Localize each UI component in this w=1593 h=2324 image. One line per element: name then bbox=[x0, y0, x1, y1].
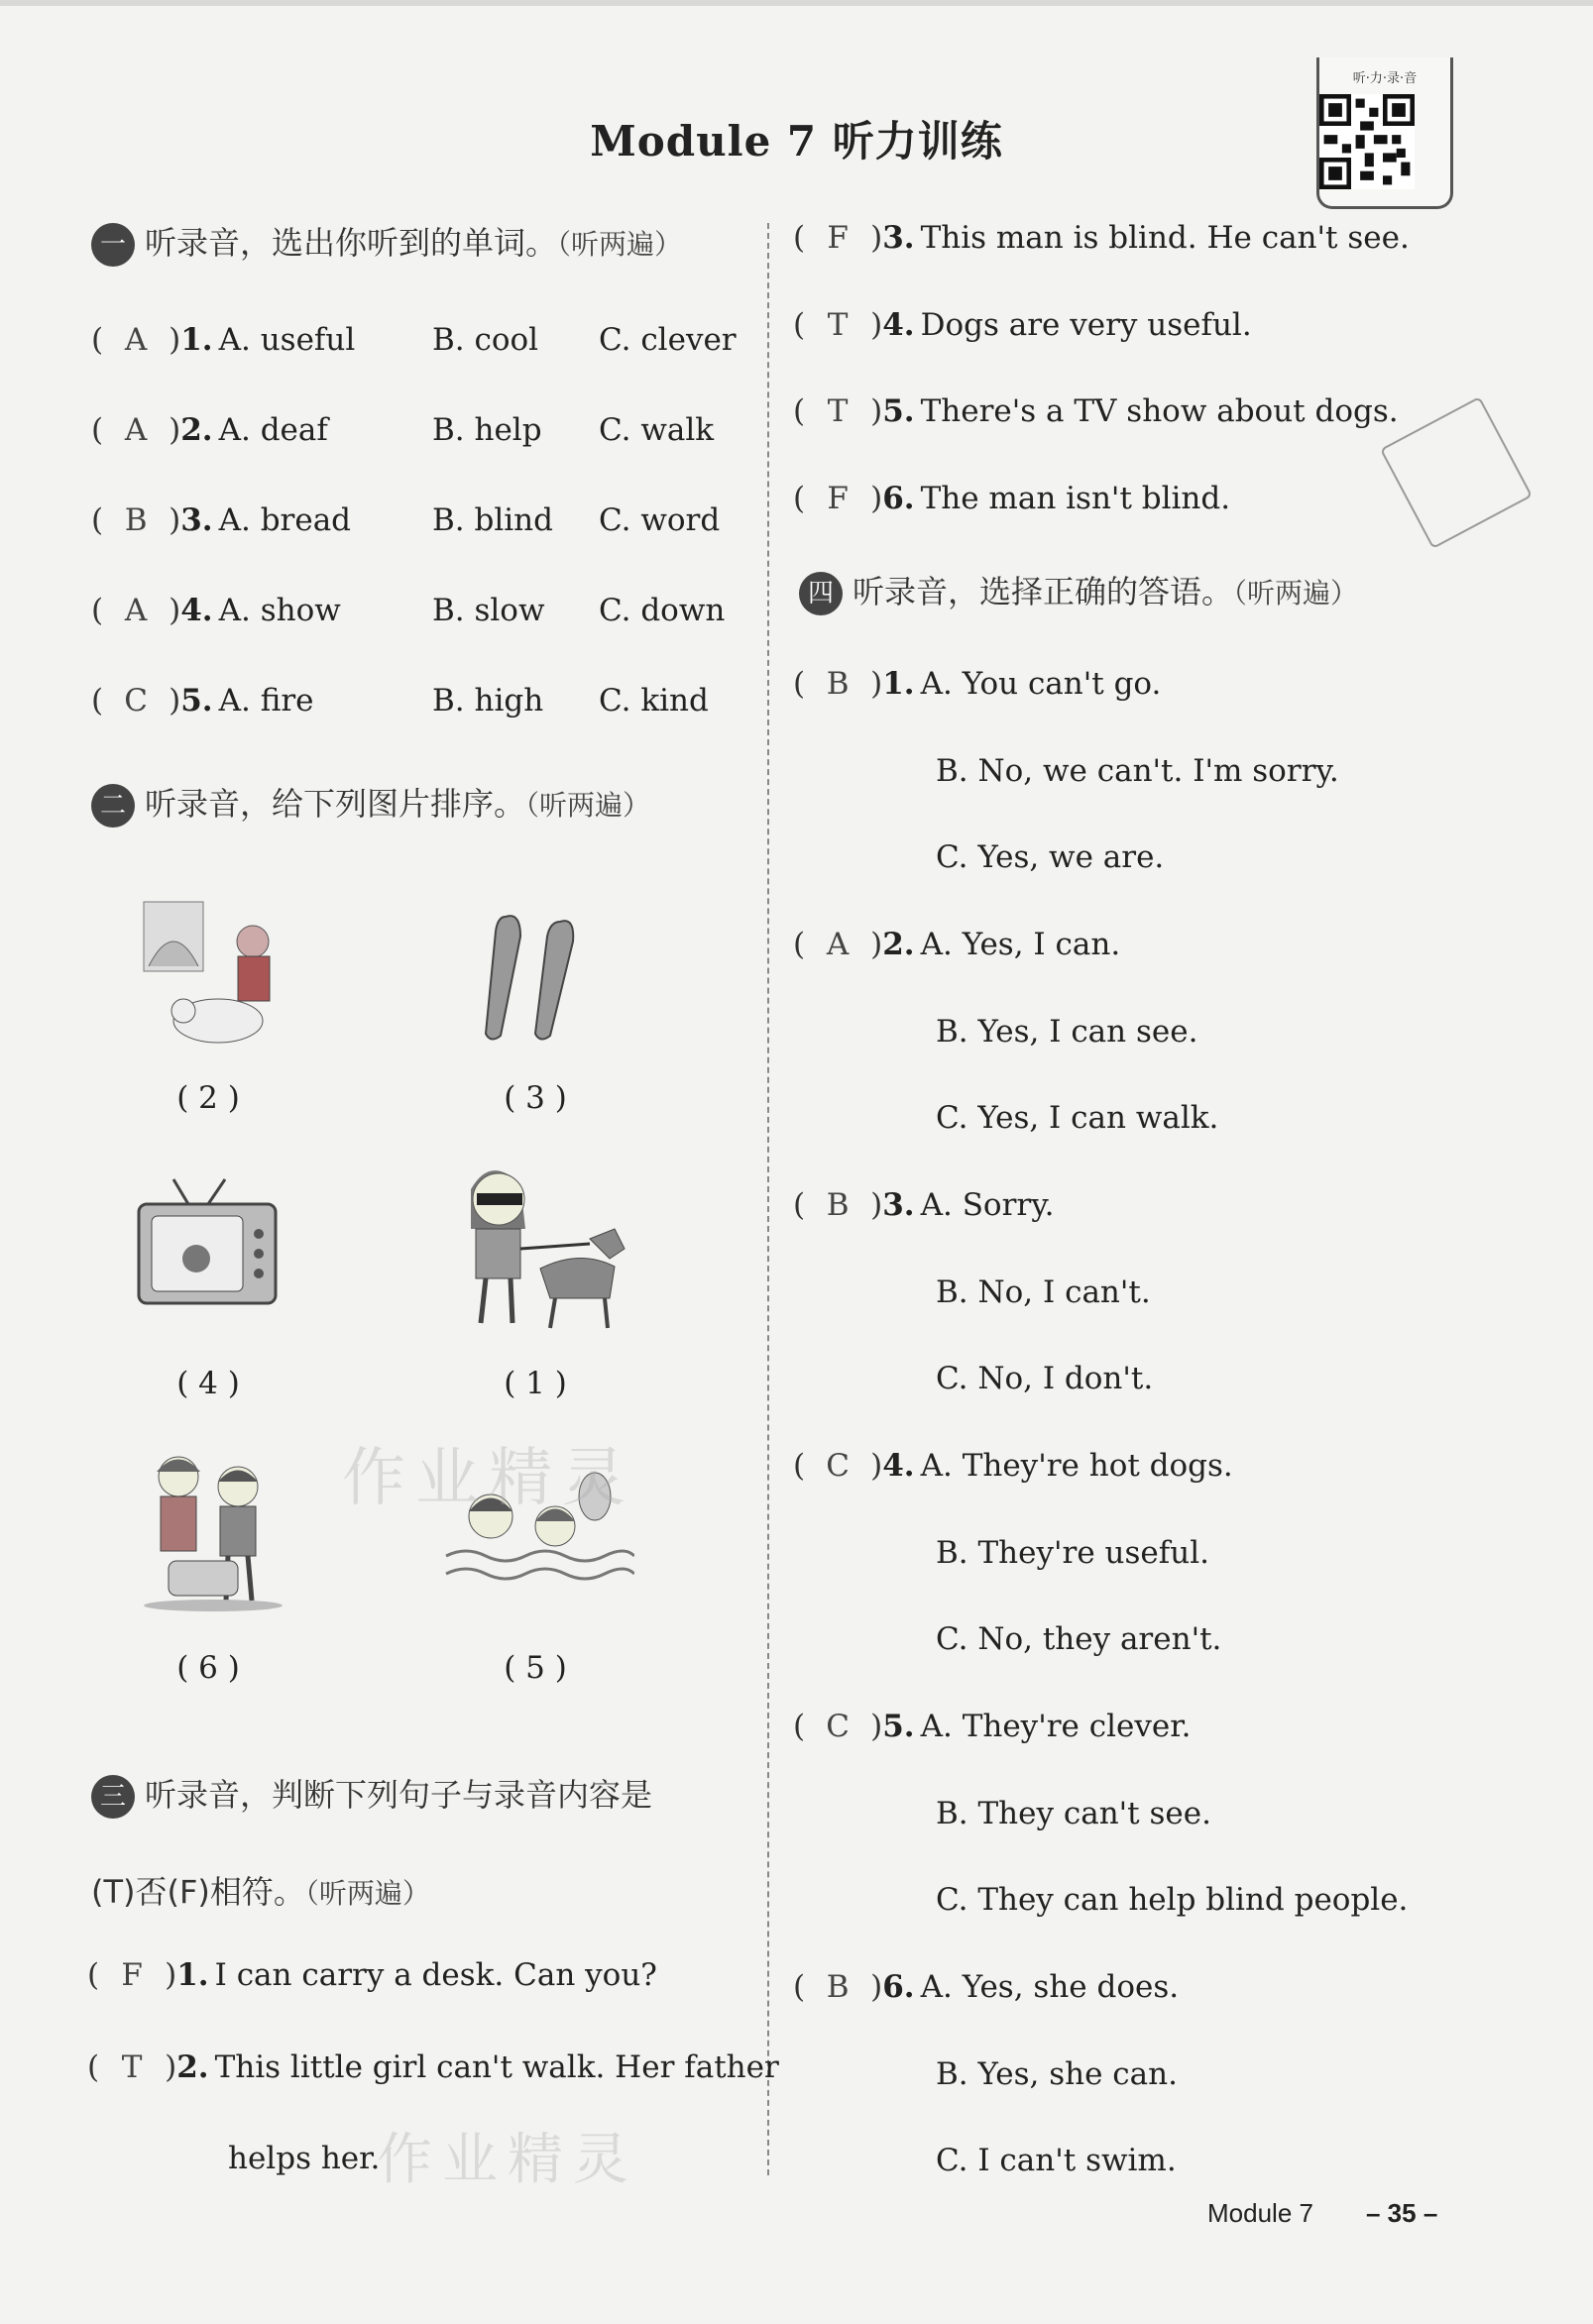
close-paren: ) bbox=[165, 2049, 177, 2085]
option-b: B. slow bbox=[432, 593, 545, 628]
section-1-badge: 一 bbox=[91, 223, 135, 267]
answer: C bbox=[826, 1448, 850, 1484]
close-paren: ) bbox=[870, 927, 883, 962]
section-2-heading-text: 听录音，给下列图片排序。 bbox=[145, 785, 526, 823]
option-b: B. Yes, I can see. bbox=[936, 1014, 1198, 1050]
section-3-question-4 bbox=[793, 307, 1252, 343]
section-1-question-1 bbox=[91, 322, 355, 358]
option-a: A. They're hot dogs. bbox=[920, 1448, 1233, 1484]
answer: C bbox=[826, 1709, 850, 1744]
open-paren: ( bbox=[793, 666, 806, 702]
section-3-heading-text-2: (T)否(F)相符。 bbox=[91, 1873, 305, 1911]
option-c: C. kind bbox=[599, 683, 709, 719]
close-paren: ) bbox=[870, 1187, 883, 1223]
statement-text: I can carry a desk. Can you? bbox=[214, 1957, 657, 1993]
section-1-heading bbox=[91, 218, 682, 267]
close-paren: ) bbox=[169, 412, 181, 448]
section-3-question-3 bbox=[793, 220, 1410, 256]
answer: T bbox=[121, 2049, 143, 2085]
open-paren: ( bbox=[793, 307, 806, 343]
section-1-note: （听两遍） bbox=[557, 228, 683, 261]
open-paren: ( bbox=[91, 593, 104, 628]
section-4-note: （听两遍） bbox=[1233, 577, 1359, 609]
statement-text: This little girl can't walk. Her father bbox=[214, 2049, 779, 2085]
section-3-badge: 三 bbox=[91, 1775, 135, 1819]
option-a: A. deaf bbox=[218, 412, 328, 448]
answer: B bbox=[826, 666, 850, 702]
question-number: 3. bbox=[882, 1187, 915, 1223]
open-paren: ( bbox=[87, 2049, 100, 2085]
question-number: 4. bbox=[882, 307, 915, 343]
open-paren: ( bbox=[91, 502, 104, 538]
answer: T bbox=[827, 307, 849, 343]
open-paren: ( bbox=[793, 1187, 806, 1223]
section-3-heading-text: 听录音，判断下列句子与录音内容是 bbox=[145, 1776, 653, 1814]
section-4-question-1 bbox=[793, 666, 1161, 702]
option-c: C. word bbox=[599, 502, 721, 538]
picture-2-order: ( 3 ) bbox=[504, 1080, 567, 1116]
close-paren: ) bbox=[870, 1969, 883, 2005]
section-1-question-3 bbox=[91, 502, 351, 538]
statement-text: The man isn't blind. bbox=[920, 481, 1231, 516]
answer: A bbox=[124, 593, 148, 628]
section-3-heading-continued bbox=[91, 1867, 430, 1913]
option-c: C. I can't swim. bbox=[936, 2143, 1177, 2178]
section-4-question-3 bbox=[793, 1187, 1054, 1223]
answer: F bbox=[827, 220, 849, 256]
open-paren: ( bbox=[793, 393, 806, 429]
sausages-picture bbox=[476, 907, 595, 1046]
option-b: B. Yes, she can. bbox=[936, 2056, 1178, 2092]
question-number: 1. bbox=[180, 322, 213, 358]
section-4-question-2 bbox=[793, 927, 1120, 962]
option-b: B. No, I can't. bbox=[936, 1274, 1151, 1310]
section-1-question-5 bbox=[91, 683, 314, 719]
close-paren: ) bbox=[870, 666, 883, 702]
close-paren: ) bbox=[870, 481, 883, 516]
page-top-edge bbox=[0, 0, 1593, 6]
option-a: A. Sorry. bbox=[920, 1187, 1055, 1223]
close-paren: ) bbox=[169, 683, 181, 719]
open-paren: ( bbox=[87, 1957, 100, 1993]
option-a: A. You can't go. bbox=[920, 666, 1162, 702]
statement-text-continued: helps her. bbox=[228, 2141, 381, 2176]
answer: A bbox=[124, 412, 148, 448]
picture-4-order: ( 1 ) bbox=[504, 1366, 567, 1401]
close-paren: ) bbox=[870, 1709, 883, 1744]
boy-helping-girl-picture bbox=[129, 1437, 297, 1615]
close-paren: ) bbox=[870, 307, 883, 343]
section-3-heading bbox=[91, 1770, 652, 1819]
question-number: 3. bbox=[180, 502, 213, 538]
statement-text: Dogs are very useful. bbox=[920, 307, 1252, 343]
section-1-question-2 bbox=[91, 412, 328, 448]
section-2-heading bbox=[91, 779, 650, 828]
open-paren: ( bbox=[91, 412, 104, 448]
answer: B bbox=[826, 1187, 850, 1223]
answer: T bbox=[827, 393, 849, 429]
open-paren: ( bbox=[793, 1969, 806, 2005]
picture-1-order: ( 2 ) bbox=[176, 1080, 240, 1116]
answer: A bbox=[826, 927, 850, 962]
option-c: C. down bbox=[599, 593, 726, 628]
question-number: 6. bbox=[882, 1969, 915, 2005]
section-3-note: （听两遍） bbox=[304, 1877, 430, 1910]
section-3-question-1 bbox=[87, 1957, 657, 1993]
question-number: 4. bbox=[180, 593, 213, 628]
close-paren: ) bbox=[870, 1448, 883, 1484]
close-paren: ) bbox=[169, 593, 181, 628]
answer: C bbox=[124, 683, 148, 719]
option-c: C. clever bbox=[599, 322, 737, 358]
option-a: A. Yes, she does. bbox=[920, 1969, 1180, 2005]
option-b: B. help bbox=[432, 412, 542, 448]
section-2-note: （听两遍） bbox=[525, 789, 651, 822]
option-b: B. No, we can't. I'm sorry. bbox=[936, 753, 1339, 789]
page-number: – 35 – bbox=[1366, 2198, 1438, 2228]
question-number: 2. bbox=[882, 927, 915, 962]
question-number: 4. bbox=[882, 1448, 915, 1484]
section-1-heading-text: 听录音，选出你听到的单词。 bbox=[145, 224, 558, 262]
page-title: Module 7 听力训练 bbox=[590, 117, 1003, 166]
section-3-question-2 bbox=[87, 2049, 779, 2085]
picture-6-order: ( 5 ) bbox=[504, 1650, 567, 1686]
open-paren: ( bbox=[793, 1709, 806, 1744]
open-paren: ( bbox=[793, 481, 806, 516]
qr-label: 听·力·录·音 bbox=[1352, 71, 1418, 86]
question-number: 1. bbox=[882, 666, 915, 702]
section-2-badge: 二 bbox=[91, 784, 135, 828]
option-c: C. No, I don't. bbox=[936, 1361, 1154, 1396]
option-b: B. cool bbox=[432, 322, 539, 358]
question-number: 2. bbox=[180, 412, 213, 448]
open-paren: ( bbox=[91, 683, 104, 719]
close-paren: ) bbox=[169, 502, 181, 538]
boy-with-sheep-picture bbox=[139, 897, 297, 1055]
close-paren: ) bbox=[165, 1957, 177, 1993]
option-a: A. They're clever. bbox=[920, 1709, 1192, 1744]
option-a: A. Yes, I can. bbox=[920, 927, 1121, 962]
option-a: A. fire bbox=[218, 683, 314, 719]
option-c: C. No, they aren't. bbox=[936, 1621, 1222, 1657]
question-number: 3. bbox=[882, 220, 915, 256]
section-4-heading-text: 听录音，选择正确的答语。 bbox=[853, 573, 1234, 610]
question-number: 6. bbox=[882, 481, 915, 516]
answer: B bbox=[826, 1969, 850, 2005]
question-number: 5. bbox=[882, 393, 915, 429]
option-b: B. They're useful. bbox=[936, 1535, 1209, 1571]
picture-3-order: ( 4 ) bbox=[176, 1366, 240, 1401]
option-c: C. walk bbox=[599, 412, 715, 448]
footer-module: Module 7 bbox=[1207, 2198, 1313, 2228]
stamp-logo bbox=[1380, 396, 1533, 549]
option-b: B. They can't see. bbox=[936, 1796, 1211, 1831]
option-a: A. bread bbox=[218, 502, 352, 538]
answer: F bbox=[827, 481, 849, 516]
open-paren: ( bbox=[91, 322, 104, 358]
tv-picture bbox=[134, 1174, 283, 1313]
section-4-question-5 bbox=[793, 1709, 1191, 1744]
close-paren: ) bbox=[870, 220, 883, 256]
section-4-badge: 四 bbox=[799, 572, 843, 615]
section-4-heading bbox=[799, 567, 1358, 615]
question-number: 2. bbox=[176, 2049, 209, 2085]
statement-text: This man is blind. He can't see. bbox=[920, 220, 1410, 256]
option-b: B. high bbox=[432, 683, 544, 719]
section-4-question-4 bbox=[793, 1448, 1233, 1484]
column-divider bbox=[767, 223, 769, 2175]
section-4-question-6 bbox=[793, 1969, 1179, 2005]
open-paren: ( bbox=[793, 220, 806, 256]
section-1-question-4 bbox=[91, 593, 341, 628]
answer: A bbox=[124, 322, 148, 358]
question-number: 1. bbox=[176, 1957, 209, 1993]
picture-5-order: ( 6 ) bbox=[176, 1650, 240, 1686]
qr-code-icon bbox=[1319, 94, 1415, 189]
qr-code-panel[interactable] bbox=[1316, 57, 1453, 209]
close-paren: ) bbox=[870, 393, 883, 429]
watermark: 作业精灵 bbox=[342, 1442, 635, 1515]
question-number: 5. bbox=[882, 1709, 915, 1744]
option-a: A. show bbox=[218, 593, 341, 628]
answer: B bbox=[124, 502, 148, 538]
option-c: C. They can help blind people. bbox=[936, 1882, 1409, 1918]
option-c: C. Yes, we are. bbox=[936, 839, 1165, 875]
option-b: B. blind bbox=[432, 502, 553, 538]
section-3-question-5 bbox=[793, 393, 1399, 429]
option-c: C. Yes, I can walk. bbox=[936, 1100, 1219, 1136]
blind-girl-with-dog-picture bbox=[441, 1150, 634, 1333]
watermark-bottom: 作业精灵 bbox=[377, 2128, 638, 2192]
section-3-question-6 bbox=[793, 481, 1230, 516]
open-paren: ( bbox=[793, 1448, 806, 1484]
open-paren: ( bbox=[793, 927, 806, 962]
option-a: A. useful bbox=[218, 322, 356, 358]
close-paren: ) bbox=[169, 322, 181, 358]
statement-text: There's a TV show about dogs. bbox=[920, 393, 1399, 429]
question-number: 5. bbox=[180, 683, 213, 719]
answer: F bbox=[121, 1957, 143, 1993]
